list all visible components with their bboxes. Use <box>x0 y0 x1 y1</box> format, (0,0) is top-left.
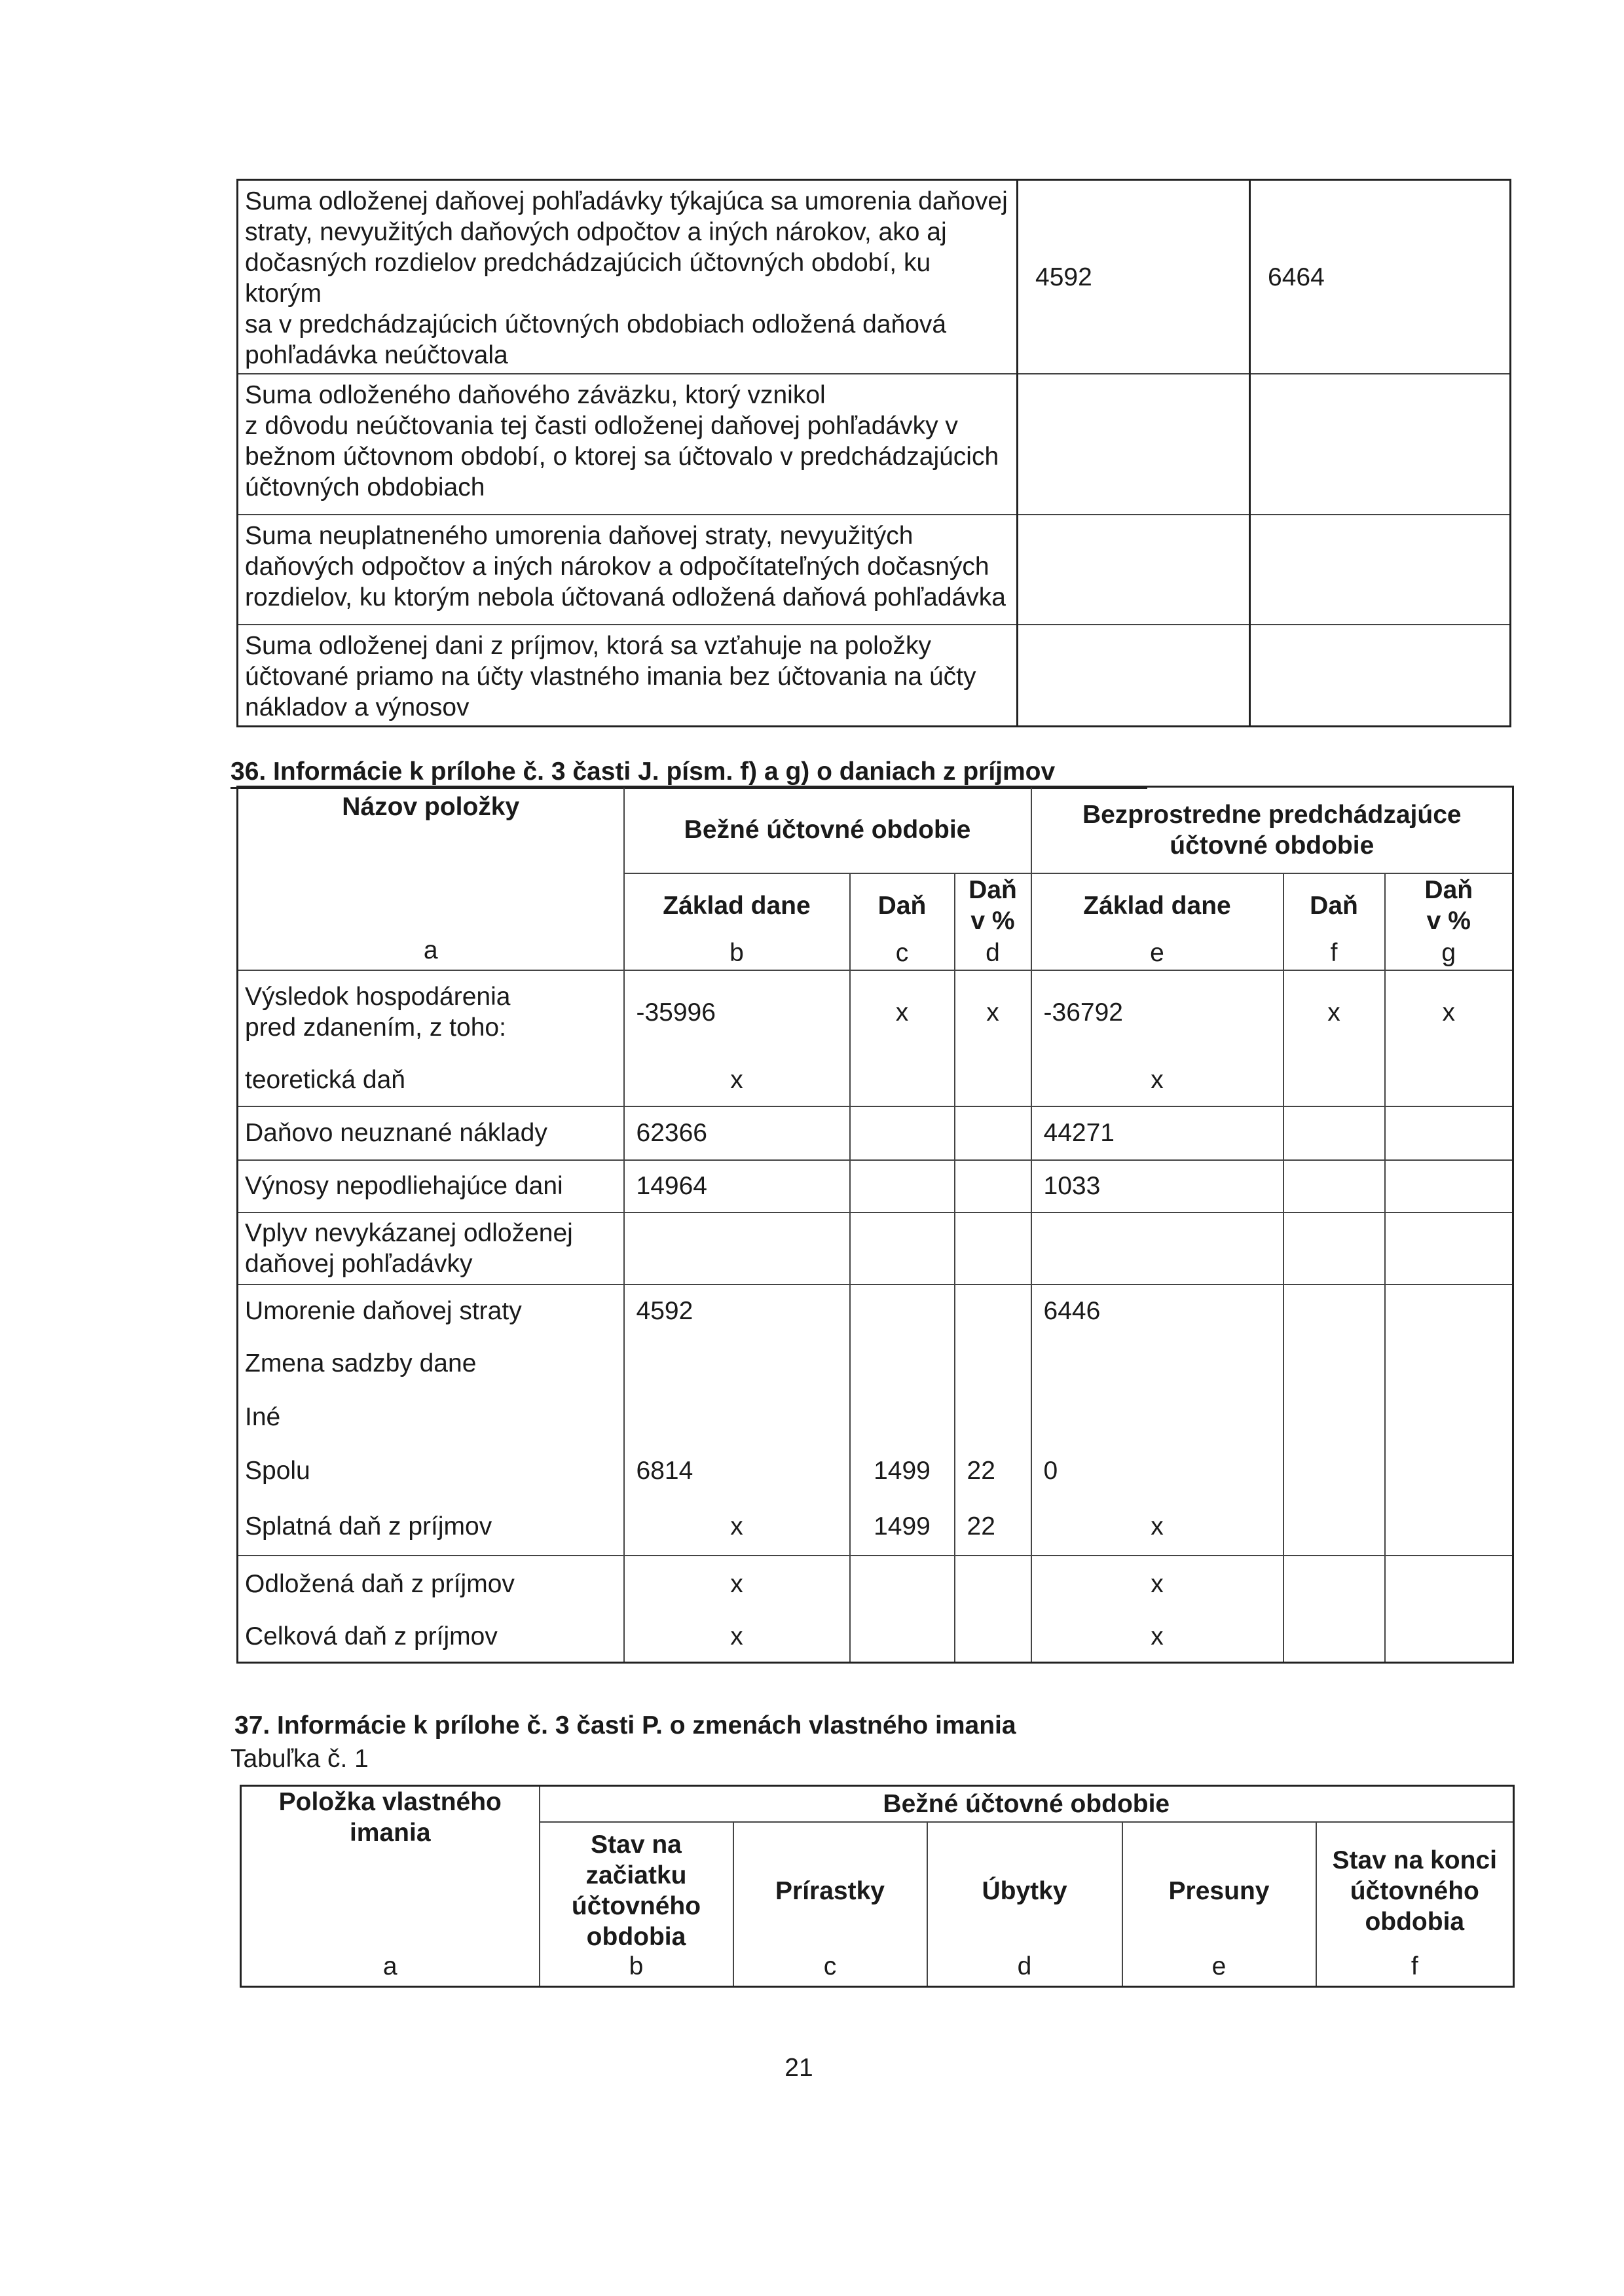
page-number: 21 <box>784 2054 813 2082</box>
cell-c <box>850 1556 955 1612</box>
section-36-heading: 36. Informácie k prílohe č. 3 časti J. písm. f) a g) o daniach z príjmov <box>231 756 1147 789</box>
increases-header: Prírastky c <box>733 1822 927 1987</box>
row-label: Celková daň z príjmov <box>238 1612 624 1663</box>
tax-header: Daň <box>1283 873 1385 938</box>
cell-b: 14964 <box>624 1160 850 1212</box>
column-letter: b <box>624 938 850 970</box>
cell-b: x <box>624 1556 850 1612</box>
cell-c <box>850 1212 955 1285</box>
tax-percent-header: Daň v % <box>1385 873 1513 938</box>
previous-period-value <box>1250 625 1511 727</box>
cell-d <box>955 1556 1031 1612</box>
cell-b: 4592 <box>624 1285 850 1337</box>
cell-f <box>1283 1285 1385 1337</box>
cell-f <box>1283 1444 1385 1498</box>
table-row <box>238 625 1511 727</box>
table-row <box>238 1212 1513 1285</box>
row-label: Iné <box>238 1391 624 1444</box>
cell-e: x <box>1031 1054 1283 1106</box>
cell-g <box>1385 1285 1513 1337</box>
cell-d <box>955 1212 1031 1285</box>
cell-g <box>1385 1212 1513 1285</box>
table-row <box>238 970 1513 1054</box>
previous-period-value: 6464 <box>1250 180 1511 374</box>
cell-c <box>850 1106 955 1160</box>
cell-d <box>955 1160 1031 1212</box>
cell-f <box>1283 1556 1385 1612</box>
header-row <box>241 1786 1514 1822</box>
cell-g <box>1385 1160 1513 1212</box>
cell-f <box>1283 1160 1385 1212</box>
cell-f <box>1283 1498 1385 1556</box>
cell-d <box>955 1337 1031 1391</box>
cell-g <box>1385 1391 1513 1444</box>
cell-f <box>1283 1337 1385 1391</box>
table-row <box>238 1444 1513 1498</box>
current-period-value <box>1018 374 1250 515</box>
table-row <box>238 1556 1513 1612</box>
table-row <box>238 1106 1513 1160</box>
row-label: Výnosy nepodliehajúce dani <box>238 1160 624 1212</box>
cell-g <box>1385 1612 1513 1663</box>
row-label: Suma odloženého daňového záväzku, ktorý vznikol z dôvodu neúčtovania tej časti odloženej daňovej pohľadávky v bežnom účtovnom období, o ktorej sa účtovalo v predchádzajúcich účtovných obdobiach <box>238 374 1018 515</box>
row-label: Suma odloženej daňovej pohľadávky týkajúca sa umorenia daňovej straty, nevyužitých daňových odpočtov a iných nárokov, ako aj dočasných rozdielov predchádzajúcich účtovných období, ku ktorým sa v predchádzajúcich účtovných obdobiach odložená daňová pohľadávka neúčtovala <box>238 180 1018 374</box>
cell-d: 22 <box>955 1498 1031 1556</box>
column-letter: g <box>1385 938 1513 970</box>
cell-e <box>1031 1337 1283 1391</box>
cell-f: x <box>1283 970 1385 1054</box>
cell-c: 1499 <box>850 1498 955 1556</box>
end-balance-header: Stav na konci účtovného obdobia f <box>1316 1822 1514 1987</box>
cell-b <box>624 1212 850 1285</box>
current-period-header: Bežné účtovné obdobie <box>540 1786 1514 1822</box>
row-label: Zmena sadzby dane <box>238 1337 624 1391</box>
previous-period-header: Bezprostredne predchádzajúce účtovné obdobie <box>1031 787 1513 873</box>
cell-d: 22 <box>955 1444 1031 1498</box>
cell-e: x <box>1031 1556 1283 1612</box>
cell-b: x <box>624 1612 850 1663</box>
current-period-value <box>1018 625 1250 727</box>
income-tax-table <box>236 786 1514 1664</box>
cell-f <box>1283 1391 1385 1444</box>
tax-header: Daň <box>850 873 955 938</box>
table-row <box>238 515 1511 625</box>
column-letter: f <box>1283 938 1385 970</box>
cell-g <box>1385 1444 1513 1498</box>
cell-e: 1033 <box>1031 1160 1283 1212</box>
decreases-header: Úbytky d <box>927 1822 1122 1987</box>
cell-e: x <box>1031 1612 1283 1663</box>
cell-d <box>955 1054 1031 1106</box>
previous-period-value <box>1250 374 1511 515</box>
cell-d: x <box>955 970 1031 1054</box>
cell-g <box>1385 1106 1513 1160</box>
table-caption: Tabuľka č. 1 <box>231 1745 369 1773</box>
cell-b <box>624 1337 850 1391</box>
cell-g: x <box>1385 970 1513 1054</box>
cell-f <box>1283 1212 1385 1285</box>
row-label: Odložená daň z príjmov <box>238 1556 624 1612</box>
cell-e <box>1031 1212 1283 1285</box>
row-label: Suma neuplatneného umorenia daňovej straty, nevyužitých daňových odpočtov a iných nárokov a odpočítateľných dočasných rozdielov, ku ktorým nebola účtovaná odložená daňová pohľadávka <box>238 515 1018 625</box>
cell-c: x <box>850 970 955 1054</box>
row-label: Vplyv nevykázanej odloženej daňovej pohľadávky <box>238 1212 624 1285</box>
cell-c <box>850 1391 955 1444</box>
cell-c <box>850 1285 955 1337</box>
cell-e: -36792 <box>1031 970 1283 1054</box>
current-period-value <box>1018 515 1250 625</box>
cell-g <box>1385 1498 1513 1556</box>
current-period-header: Bežné účtovné obdobie <box>624 787 1031 873</box>
cell-e: 44271 <box>1031 1106 1283 1160</box>
table-row <box>238 1391 1513 1444</box>
table-row <box>238 180 1511 374</box>
table-row <box>238 1054 1513 1106</box>
cell-b: x <box>624 1054 850 1106</box>
table-row <box>238 1612 1513 1663</box>
cell-g <box>1385 1337 1513 1391</box>
cell-d <box>955 1391 1031 1444</box>
cell-b: -35996 <box>624 970 850 1054</box>
tax-base-header: Základ dane <box>1031 873 1283 938</box>
table-row <box>238 1160 1513 1212</box>
table-row <box>238 1498 1513 1556</box>
cell-f <box>1283 1612 1385 1663</box>
column-letter: c <box>850 938 955 970</box>
cell-d <box>955 1285 1031 1337</box>
row-label: Splatná daň z príjmov <box>238 1498 624 1556</box>
row-label: Spolu <box>238 1444 624 1498</box>
cell-g <box>1385 1556 1513 1612</box>
table-row <box>238 374 1511 515</box>
cell-e: x <box>1031 1498 1283 1556</box>
cell-c <box>850 1160 955 1212</box>
cell-c: 1499 <box>850 1444 955 1498</box>
cell-c <box>850 1337 955 1391</box>
cell-b <box>624 1391 850 1444</box>
equity-item-header: Položka vlastného imania a <box>278 1788 502 1980</box>
current-period-value: 4592 <box>1018 180 1250 374</box>
header-row <box>238 787 1513 873</box>
tax-base-header: Základ dane <box>624 873 850 938</box>
table-row <box>238 1285 1513 1337</box>
start-balance-header: Stav na začiatku účtovného obdobia b <box>540 1822 733 1987</box>
row-label: Daňovo neuznané náklady <box>238 1106 624 1160</box>
cell-f <box>1283 1106 1385 1160</box>
column-letter: d <box>955 938 1031 970</box>
cell-b: x <box>624 1498 850 1556</box>
cell-b: 62366 <box>624 1106 850 1160</box>
cell-e <box>1031 1391 1283 1444</box>
row-label: Výsledok hospodárenia pred zdanením, z toho: <box>238 970 624 1054</box>
cell-e: 6446 <box>1031 1285 1283 1337</box>
row-label: teoretická daň <box>238 1054 624 1106</box>
cell-b: 6814 <box>624 1444 850 1498</box>
row-label: Umorenie daňovej straty <box>238 1285 624 1337</box>
column-letter: e <box>1031 938 1283 970</box>
cell-c <box>850 1612 955 1663</box>
equity-changes-table <box>240 1785 1515 1988</box>
table-row <box>238 1337 1513 1391</box>
deferred-tax-summary-table <box>236 179 1511 727</box>
cell-g <box>1385 1054 1513 1106</box>
item-name-header: Názov položky a <box>238 787 624 970</box>
section-37-heading: 37. Informácie k prílohe č. 3 časti P. o zmenách vlastného imania <box>234 1711 1016 1740</box>
previous-period-value <box>1250 515 1511 625</box>
transfers-header: Presuny e <box>1122 1822 1316 1987</box>
cell-d <box>955 1106 1031 1160</box>
cell-f <box>1283 1054 1385 1106</box>
cell-e: 0 <box>1031 1444 1283 1498</box>
tax-percent-header: Daň v % <box>955 873 1031 938</box>
cell-c <box>850 1054 955 1106</box>
row-label: Suma odloženej dani z príjmov, ktorá sa vzťahuje na položky účtované priamo na účty vlastného imania bez účtovania na účty nákladov a výnosov <box>238 625 1018 727</box>
cell-d <box>955 1612 1031 1663</box>
